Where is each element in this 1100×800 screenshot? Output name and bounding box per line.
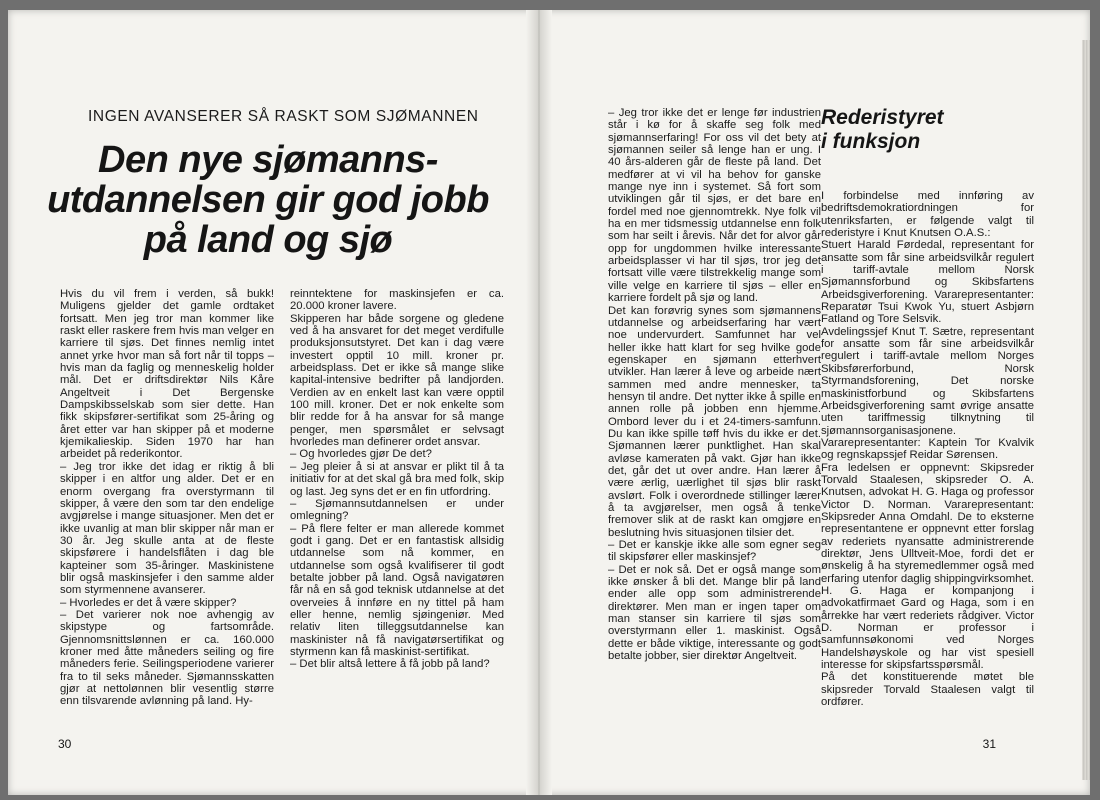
paragraph: På det konstituerende møtet ble skipsreder Torvald Staalesen valgt til ordfører. <box>821 671 1034 709</box>
paragraph: I forbindelse med innføring av bedriftsdemokratiordningen for utenriksfarten, er følgende valgt til rederistyre i Knut Knutsen O.A.S.: <box>821 190 1034 240</box>
paragraph: – Jeg tror ikke det er lenge før industrien står i kø for å skaffe seg folk med sjømannserfaring! For oss vil det bety at sjømannen seiler så lenge han er ung. I 40 års-alderen går de fleste på land. Det medfører at vi vil ha behov for ganske mange nye inn i systemet. Så fort som utviklingen går til sjøs, er det bare en fordel med noe gjennomtrekk. Nye folk vil ha en mer tidsmessig utdannelse enn folk som har seilt i årevis. Når det for alvor går opp for ungdommen hvilke interessante arbeidsplasser vi har til sjøs, tror jeg det fortsatt ville være tilstrekkelig mange som ville velge en karriere til sjøs – eller en karriere fordelt på sjø og land. <box>608 107 821 305</box>
paragraph: Det kan forøvrig synes som sjømannens utdannelse og arbeidserfaring har vært noe undervurdert. Samfunnet har vel heller ikke hatt klart for seg hvilke gode egenskaper en sjømann etterhvert utvikler. Han lærer å leve og arbeide nært sammen med andre mennesker, ta hensyn til andre. Det nytter ikke å spille en annen rolle på jobben enn hjemme. Ombord lever du i et 24-timers-samfunn. Du kan ikke spille tøff hvis du ikke er det. Sjømannen lærer punktlighet. Han skal avløse kameraten på vakt. Gjør han ikke det, går det ut over andre. Han lærer å være ærlig, uærlighet til sjøs blir raskt avslørt. Folk i overordnede stillinger lærer å ta avgjørelser, men også å tenke fremover slik at de raskt kan omgjøre en beslutning hvis situasjonen tilsier det. <box>608 304 821 539</box>
article-headline <box>8 140 528 260</box>
paragraph: Hvis du vil frem i verden, så bukk! Muligens gjelder det gamle ordtaket fortsatt. Men jeg tror man kommer like raskt eller raskere frem hvis man velger en karriere til sjøs. Det finnes nemlig intet annet yrke hvor man så fort når til topps – hvis man da faglig og menneskelig holder mål. Det er driftsdirektør Nils Kåre Angeltveit i Det Bergenske Dampskibsselskab som sier dette. Han fikk skipsfører-sertifikat som 25-åring og året etter var han skipper på et moderne kjemikalieskip. Siden 1970 har han arbeidet på rederikontor. <box>60 288 274 461</box>
sidebar-title-line-2: i funksjon <box>821 130 921 153</box>
article-kicker: INGEN AVANSERER SÅ RASKT SOM SJØMANNEN <box>88 108 479 125</box>
sidebar-title-line-1: Rederistyret <box>821 106 944 129</box>
page-edge-stack <box>1082 40 1090 780</box>
right-page <box>553 10 1081 795</box>
page-gutter <box>526 10 552 795</box>
paragraph: – På flere felter er man allerede kommet godt i gang. Det er en fantastisk allsidig utdannelse som nå kommer, en utdannelse som også kvalifiserer til godt betalte jobber på land. Også navigatøren får nå en så god teknisk utdannelse at det overveies å innføre en ny tittel på ham eller henne, nemlig sjøingeniør. Med relativ liten tilleggsutdannelse kan maskinister nå få navigatørsertifikat og styrmenn kan få maskinist-sertifikat. <box>290 522 504 658</box>
paragraph: Stuert Harald Førdedal, representant for ansatte som får sine arbeidsvilkår regulert i tariff-avtale mellom Norsk Sjømannsforbund og Skibsfartens Arbeidsgiverforening. Vararepresentanter: Reparatør Tsui Kwok Yu, stuert Asbjørn Fatland og Tore Selsvik. <box>821 239 1034 326</box>
paragraph: Fra ledelsen er oppnevnt: Skipsreder Torvald Staalesen, skipsreder O. A. Knutsen, advokat H. G. Haga og professor Victor D. Norman. Vararepresentant: Skipsreder Anna Omdahl. De to eksterne representantene er oppnevnt etter forslag av rederiets nyansatte administrerende direktør, Jens Ulltveit-Moe, fordi det er ønskelig å ha styremedlemmer også med erfaring utenfor daglig shippingvirksomhet. H. G. Haga er kompanjong i advokatfirmaet Gard og Haga, som i en årrekke har vært rederiets rådgiver. Victor D. Norman er professor i samfunnsøkonomi ved Norges Handelshøyskole og har vist spesiell interesse for skipsfartsspørsmål. <box>821 461 1034 672</box>
left-page <box>8 10 528 795</box>
paragraph: Avdelingssjef Knut T. Sætre, representant for ansatte som får sine arbeidsvilkår regulert i tariff-avtale mellom Norges Skibsførerforbund, Norsk Styrmandsforening, Det norske maskinistforbund og Skibsfartens Arbeidsgiverforening samt øvrige ansatte uten tariffmessig tilknytning til sjømannsorganisasjonene. Vararepresentanter: Kaptein Tor Kvalvik og regnskapssjef Reidar Sørensen. <box>821 325 1034 462</box>
paragraph: – Jeg tror ikke det idag er riktig å bli skipper i en altfor ung alder. Det er en enorm overgang fra overstyrmann til skipper, å være den som tar den endelige avgjørelse i mange situasjoner. Men det er ikke uvanlig at man blir skipper når man er 30 år. Jeg skulle anta at de fleste skipsførere i handelsflåten i dag ble kapteiner som 35-åringer. Maskinistene blir også maskinsjefer i den samme alder som styrmennene avanserer. <box>60 460 274 597</box>
paragraph: – Det er kanskje ikke alle som egner seg til skipsfører eller maskinsjef? <box>608 539 821 564</box>
magazine-spread <box>8 10 1090 795</box>
headline-line-1: Den nye sjømanns- <box>98 139 438 181</box>
headline-line-2: utdannelsen gir god jobb <box>47 179 489 221</box>
paragraph: – Det blir altså lettere å få jobb på land? <box>290 658 490 671</box>
paragraph: – Sjømannsutdannelsen er under omlegning? <box>290 497 504 523</box>
paragraph: – Det varierer nok noe avhengig av skipstype og fartsområde. Gjennomsnittslønnen er ca. 160.000 kroner med åtte måneders seiling og fire måneders ferie. Seilingsperiodene varierer fra to til seks måneder. Sjømannsskatten gjør at nettolønnen blir vesentlig større enn tilsvarende avlønning på land. Hy- <box>60 608 274 708</box>
paragraph: – Det er nok så. Det er også mange som ikke ønsker å bli det. Mange blir på land ender alle opp som administrerende direktører. Men man er ingen taper om man stanser sin karriere til sjøs som overstyrmann eller 1. maskinist. Også dette er både viktige, interessante og godt betalte jobber, sier direktør Angeltveit. <box>608 563 821 663</box>
article-column-1 <box>60 288 274 708</box>
paragraph: – Og hvorledes gjør De det? <box>290 448 432 461</box>
sidebar-column <box>821 190 1034 708</box>
sidebar-title <box>821 106 944 154</box>
page-number-left: 30 <box>58 737 72 751</box>
page-number-right: 31 <box>982 737 996 751</box>
article-column-3 <box>608 107 821 662</box>
paragraph: – Hvorledes er det å være skipper? <box>60 596 237 609</box>
paragraph: reinntektene for maskinsjefen er ca. 20.000 kroner lavere. <box>290 288 504 313</box>
headline-line-3: på land og sjø <box>143 219 393 261</box>
paragraph: – Jeg pleier å si at ansvar er plikt til å ta initiativ for at det skal gå bra med folk, skip og last. Jeg syns det er en fin utfordring. <box>290 460 504 498</box>
article-column-2 <box>290 288 504 671</box>
paragraph: Skipperen har både sorgene og gledene ved å ha ansvaret for det meget verdifulle produksjonsutstyret. Det kan i dag være investert opptil 10 mill. kroner pr. arbeidsplass. Det er ikke så mange slike kapital-intensive bedrifter på landjorden. Verdien av en enkelt last kan være opptil 100 mill. kroner. Det er nok enkelte som blir redde for å ha ansvar for så mange penger, men spørsmålet er selvsagt hvorledes man definerer ordet ansvar. <box>290 312 504 449</box>
